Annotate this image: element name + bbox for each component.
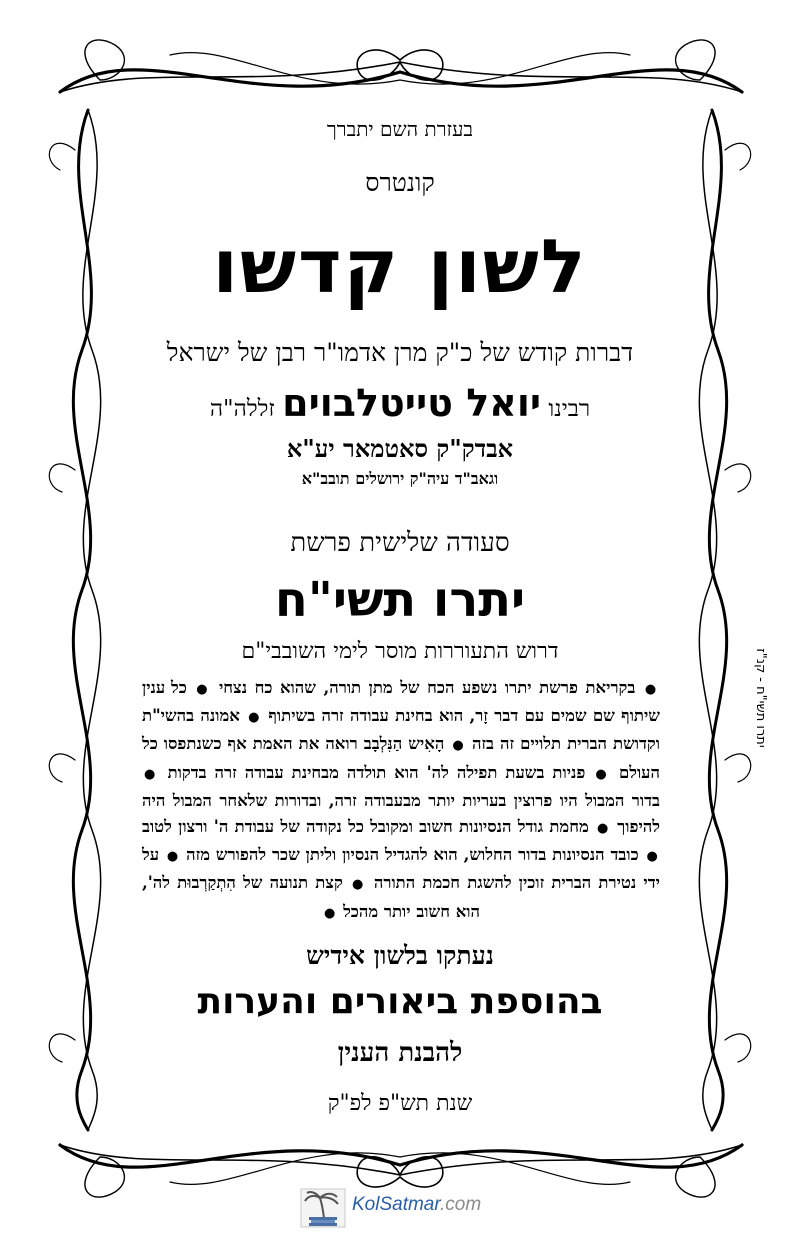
bullet-icon: ● (646, 849, 659, 865)
bullet-icon: ● (597, 821, 609, 837)
site-logo-text (352, 1194, 481, 1216)
bullet-icon: ● (248, 710, 261, 726)
summary-item: מחמת גודל הנסיונות חשוב ומקובל כל נקודה של עבודת ה' ורצון לטוב (142, 817, 589, 837)
logo-brand: KolSatmar (352, 1194, 440, 1215)
page-title: לשון קדשו (212, 224, 588, 310)
parsha-title: יתרו תשי"ח (274, 572, 526, 628)
bullet-icon: ● (144, 766, 158, 782)
bullet-icon: ● (452, 738, 464, 754)
summary-paragraph (142, 675, 660, 927)
occasion-label: סעודה שלישית פרשת (290, 528, 510, 558)
bullet-icon: ● (644, 682, 659, 697)
side-running-title: יתרו תשי"ח - קנ"ז (753, 648, 768, 748)
rabbi-prefix: רבינו (548, 396, 591, 422)
summary-item: פניות בשעת תפילה לה' הוא תולדה מבחינת עבודה זרה בדקות (167, 762, 586, 782)
bullet-icon: ● (196, 682, 210, 697)
translation-label: נעתקו בלשון אידיש (306, 941, 494, 970)
translation-title: בהוספת ביאורים והערות (197, 981, 603, 1022)
rabbi-name: יואל טייטלבוים (282, 381, 542, 425)
rabbi-title: אבדק"ק סאטמאר יע"א (286, 434, 514, 463)
summary-item: על ידי נטירת הברית זוכין להשגת חכמת התורה (142, 845, 661, 893)
summary-item: אמונה בהשי"ת וקדושת הברית תלויים זה בזה (142, 706, 660, 754)
bullet-icon: ● (595, 766, 609, 782)
drush-label: דרוש התעוררות מוסר לימי השובבי"ם (241, 639, 559, 664)
kuntres-label: קונטרס (365, 168, 435, 197)
summary-item: בקריאת פרשת יתרו נשפע הכח של מתן תורה, שהוא כח נצחי (218, 678, 636, 697)
palm-tree-books-icon (300, 1188, 346, 1228)
translation-subtitle: להבנת הענין (337, 1038, 463, 1068)
author-line: דברות קודש של כ"ק מרן אדמו"ר רבן של ישראל (166, 338, 634, 367)
site-logo[interactable] (300, 1188, 510, 1228)
rabbi-suffix: זללה"ה (209, 396, 275, 422)
bullet-icon: ● (323, 905, 336, 921)
logo-domain: .com (440, 1194, 482, 1215)
bullet-icon: ● (351, 877, 365, 893)
summary-item: קצת תנועה של הִתְקַרְבוּת לה', הוא חשוב יותר מהכל (142, 873, 481, 921)
invocation: בעזרת השם יתברך (326, 117, 474, 141)
summary-item: בדור המבול היו פרוצין בעריות יותר מבעבודה זרה, ובדורות שלאחר המבול היה להיפוך (142, 790, 660, 837)
publication-year: שנת תש"פ לפ"ק (327, 1091, 473, 1116)
rabbi-name-line (0, 381, 800, 425)
summary-item: הָאִיש הַנִּלְבָב רואה את האמת אף כשנתפסו כל העולם (142, 734, 661, 782)
bullet-icon: ● (166, 849, 179, 865)
summary-item: כובד הנסיונות בדור החלוש, הוא להגדיל הנסיון וליתן שכר להפורש מזה (186, 845, 639, 865)
rabbi-subtitle: וגאב"ד עיה"ק ירושלים תובב"א (301, 469, 499, 488)
summary-item: כל ענין שיתוף שם שמים עם דבר זָר, הוא בחינת עבודה זרה בשיתוף (142, 678, 660, 726)
